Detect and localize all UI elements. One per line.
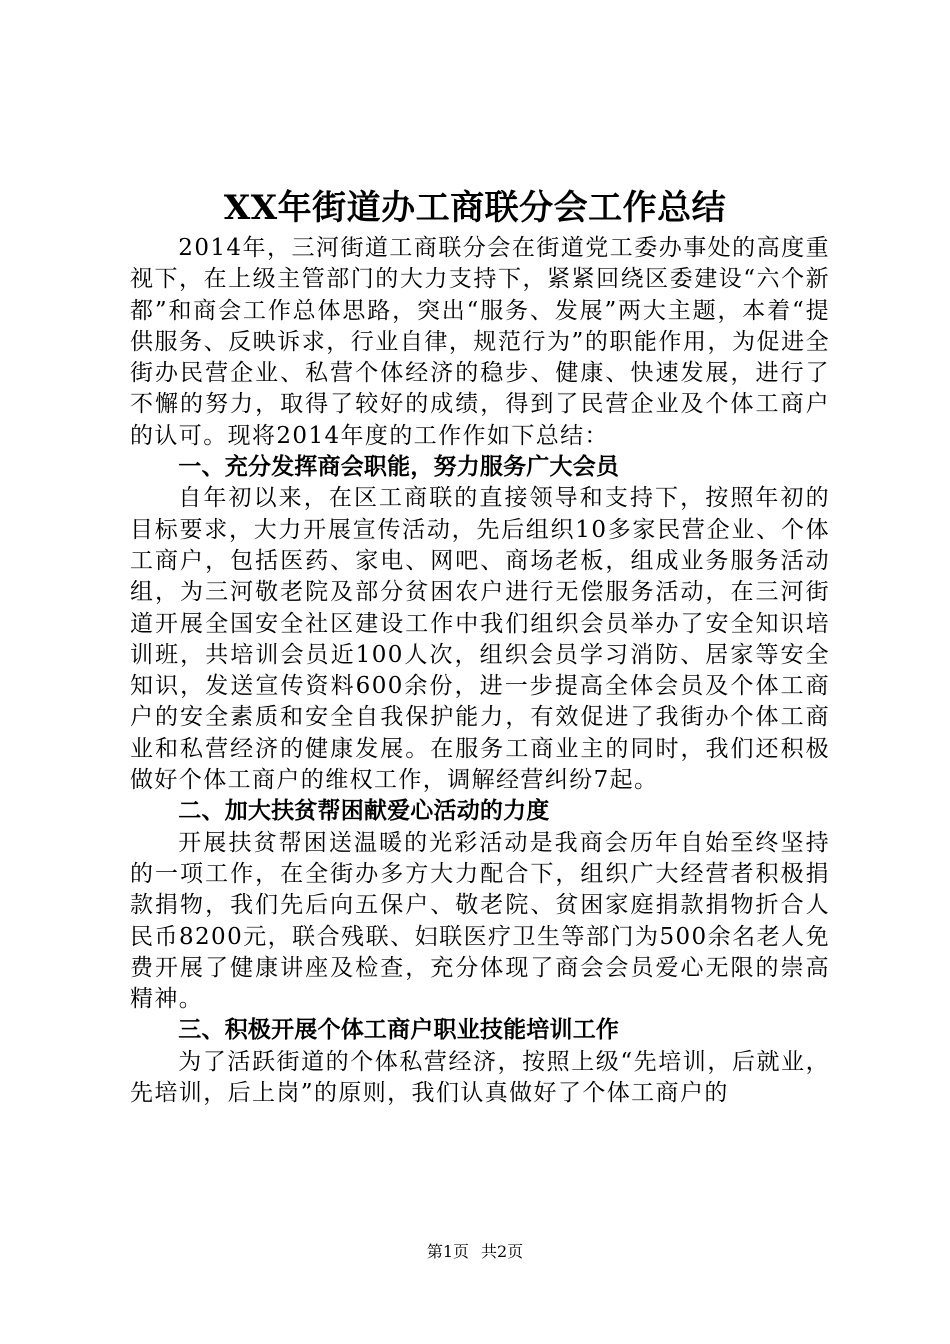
section-2-paragraph: 开展扶贫帮困送温暖的光彩活动是我商会历年自始至终坚持的一项工作，在全街办多方大力配合下，组织广大经营者积极捐款捐物，我们先后向五保户、敬老院、贫困家庭捐款捐物折合人民币8200元，联合残联、妇联医疗卫生等部门为500余名老人免费开展了健康讲座及检查，充分体现了商会会员爱心无限的崇高精神。 (130, 829, 830, 1013)
intro-paragraph: 2014年，三河街道工商联分会在街道党工委办事处的高度重视下，在上级主管部门的大力支持下，紧紧回绕区委建设“六个新都”和商会工作总体思路，突出“服务、发展”两大主题，本着“提供服务、反映诉求，行业自律，规范行为”的职能作用，为促进全街办民营企业、私营个体经济的稳步、健康、快速发展，进行了不懈的努力，取得了较好的成绩，得到了民营企业及个体工商户的认可。现将2014年度的工作作如下总结： (130, 235, 830, 449)
section-heading-1: 一、充分发挥商会职能，努力服务广大会员 (178, 454, 620, 481)
section-heading-2: 二、加大扶贫帮困献爱心活动的力度 (178, 798, 550, 825)
section-1-paragraph: 自年初以来，在区工商联的直接领导和支持下，按照年初的目标要求，大力开展宣传活动，先后组织10多家民营企业、个体工商户，包括医药、家电、网吧、商场老板，组成业务服务活动组，为三河敬老院及部分贫困农户进行无偿服务活动，在三河街道开展全国安全社区建设工作中我们组织会员举办了安全知识培训班，共培训会员近100人次，组织会员学习消防、居家等安全知识，发送宣传资料600余份，进一步提高全体会员及个体工商户的安全素质和安全自我保护能力，有效促进了我街办个体工商业和私营经济的健康发展。在服务工商业主的同时，我们还积极做好个体工商户的维权工作，调解经营纠纷7起。 (130, 485, 830, 794)
page-footer (0, 1240, 950, 1264)
document-title: XX年街道办工商联分会工作总结 (223, 188, 727, 228)
section-heading-3: 三、积极开展个体工商户职业技能培训工作 (178, 1017, 620, 1044)
document-body (130, 233, 830, 1109)
page-total: 共2页 (481, 1242, 524, 1261)
section-3-paragraph: 为了活跃街道的个体私营经济，按照上级“先培训，后就业，先培训，后上岗”的原则，我们认真做好了个体工商户的 (130, 1048, 830, 1107)
page-number: 第1页 (426, 1242, 469, 1261)
